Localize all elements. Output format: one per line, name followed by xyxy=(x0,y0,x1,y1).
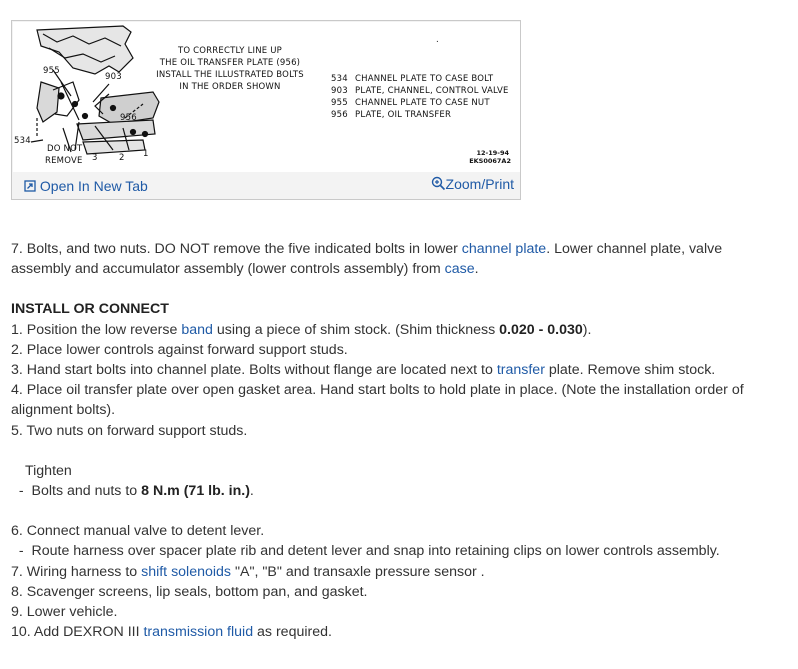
caption-line-4: IN THE ORDER SHOWN xyxy=(179,82,281,92)
step-text: . xyxy=(474,261,479,278)
install-step-2: 2. Place lower controls against forward support studs. xyxy=(11,341,348,358)
figure-mark: . xyxy=(436,35,439,45)
install-step-1 xyxy=(11,320,781,340)
band-link[interactable]: band xyxy=(181,321,213,338)
step-text: ). xyxy=(582,321,592,338)
install-step-6-sub: - Route harness over spacer plate rib and detent lever and snap into retaining clips on lower controls assembly. xyxy=(11,543,720,560)
install-step-10 xyxy=(11,622,781,642)
step-text: - Bolts and nuts to xyxy=(11,483,142,500)
open-in-new-tab-label: Open In New Tab xyxy=(39,178,148,194)
zoom-print-label: Zoom/Print xyxy=(445,176,514,192)
transmission-fluid-link[interactable]: transmission fluid xyxy=(143,624,254,641)
case-link[interactable]: case xyxy=(444,261,475,278)
caption-line-2: THE OIL TRANSFER PLATE (956) xyxy=(159,58,301,68)
step-text: as required. xyxy=(253,624,332,641)
step-text: 3. Hand start bolts into channel plate. Bolts without flange are located next to xyxy=(11,362,497,379)
install-step-7 xyxy=(11,562,781,582)
install-step-3 xyxy=(11,360,781,380)
step-text: 1. Position the low reverse xyxy=(11,321,182,338)
diagram-image xyxy=(13,22,520,172)
callout-1: 1 xyxy=(143,149,149,159)
step-text: 10. Add DEXRON III xyxy=(11,624,144,641)
open-in-new-tab-link[interactable] xyxy=(24,178,148,195)
step-text: 7. Bolts, and two nuts. DO NOT remove the five indicated bolts in lower xyxy=(11,241,462,257)
callout-remove: REMOVE xyxy=(45,156,83,166)
legend-code: 903 xyxy=(331,86,348,96)
callout-955: 955 xyxy=(43,66,60,76)
install-step-4: 4. Place oil transfer plate over open gasket area. Hand start bolts to hold plate in place. (Note the installation order of alignment bolts). xyxy=(11,382,744,419)
callout-do-not: DO NOT xyxy=(47,144,83,154)
channel-plate-link[interactable]: channel plate xyxy=(461,241,547,257)
step-text: . Lower channel plate, valve assembly and accumulator assembly (lower controls assembly) from xyxy=(11,241,723,278)
step-text: using a piece of shim stock. (Shim thickness xyxy=(212,321,500,338)
legend-text: PLATE, OIL TRANSFER xyxy=(355,110,452,120)
callout-956: 956 xyxy=(120,113,137,123)
install-step-9: 9. Lower vehicle. xyxy=(11,604,118,621)
assembly-drawing xyxy=(31,26,159,154)
procedure-text xyxy=(11,239,781,642)
figure-id: EKS0067A2 xyxy=(469,157,511,165)
install-step-5: 5. Two nuts on forward support studs. xyxy=(11,422,248,439)
install-heading: INSTALL OR CONNECT xyxy=(11,301,169,318)
figure-toolbar xyxy=(13,174,520,199)
legend-code: 534 xyxy=(331,74,348,84)
step-text: 7. Wiring harness to xyxy=(11,563,142,580)
legend-text: CHANNEL PLATE TO CASE NUT xyxy=(355,98,490,108)
step-text: . xyxy=(249,483,254,500)
shim-thickness: 0.020 - 0.030 xyxy=(499,321,583,338)
open-new-tab-icon xyxy=(24,179,36,195)
figure-panel xyxy=(11,20,521,200)
legend-text: PLATE, CHANNEL, CONTROL VALVE xyxy=(355,86,509,96)
callout-2: 2 xyxy=(119,153,125,163)
torque-value: 8 N.m (71 lb. in.) xyxy=(141,483,250,500)
caption-line-3: INSTALL THE ILLUSTRATED BOLTS xyxy=(156,70,304,80)
install-step-8: 8. Scavenger screens, lip seals, bottom pan, and gasket. xyxy=(11,583,368,600)
removal-step-7 xyxy=(11,239,781,279)
tighten-label: Tighten xyxy=(25,462,72,479)
step-text: "A", "B" and transaxle pressure sensor . xyxy=(231,563,485,580)
callout-3: 3 xyxy=(92,153,98,163)
step-text: plate. Remove shim stock. xyxy=(544,362,716,379)
transfer-link[interactable]: transfer xyxy=(496,362,545,379)
legend-code: 956 xyxy=(331,110,348,120)
figure-date: 12-19-94 xyxy=(476,149,509,157)
tighten-spec xyxy=(11,481,781,501)
install-step-6: 6. Connect manual valve to detent lever. xyxy=(11,523,265,540)
legend-text: CHANNEL PLATE TO CASE BOLT xyxy=(355,74,494,84)
zoom-print-link[interactable] xyxy=(431,176,514,194)
caption-line-1: TO CORRECTLY LINE UP xyxy=(177,46,283,56)
zoom-in-icon xyxy=(431,176,446,194)
callout-534: 534 xyxy=(14,136,31,146)
callout-903: 903 xyxy=(105,72,122,82)
shift-solenoids-link[interactable]: shift solenoids xyxy=(141,563,232,580)
legend-code: 955 xyxy=(331,98,348,108)
